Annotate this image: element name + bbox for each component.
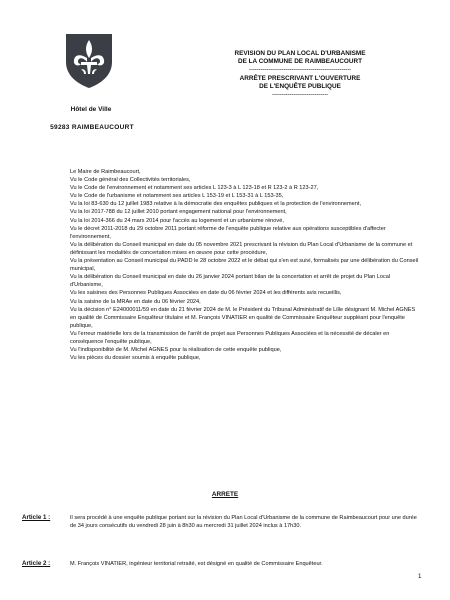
body-line: Vu l'erreur matérielle lors de la transmission de l'arrêt de projet aux Personnes Publiques Associées et la nécessité de décaler en conséquence l'enquête publique, — [70, 330, 390, 345]
article-2-text: M. François VINATIER, ingénieur territorial retraité, est désigné en qualité de Commissaire Enquêteur. — [70, 561, 323, 567]
body-line: Vu la présentation au Conseil municipal du PADD le 28 octobre 2022 et le débat qui s'en est suivi, formalisés par une délibération du Conseil municipal, — [70, 258, 419, 273]
town-address: 59283 RAIMBEAUCOURT — [50, 124, 134, 131]
body-line: Vu la saisine de la MRAe en date du 06 février 2024, — [70, 298, 201, 305]
body-line: Vu la délibération du Conseil municipal en date du 05 novembre 2021 prescrivant la révision du Plan Local d'Urbanisme de la commune et définissant les modalités de concertation mises en œuvre pour cette procédure, — [70, 241, 413, 256]
body-line: Vu la loi 83-630 du 12 juillet 1983 relative à la démocratie des enquêtes publiques et la protection de l'environnement, — [70, 201, 361, 208]
body-line: Vu le Code général des Collectivités territoriales, — [70, 177, 191, 184]
article-1-text: Il sera procédé à une enquête publique portant sur la révision du Plan Local d'Urbanisme de la commune de Raimbeaucourt pour une durée de 34 jours consécutifs du vendredi 28 juin à 8h30 au mercredi 31 juillet 2024 inclus à 17h30. — [70, 515, 417, 530]
body-line: Vu le Code de l'urbanisme et notamment ses articles L 153-19 et L 153-31 à L 153-35, — [70, 193, 284, 200]
document-title — [200, 50, 400, 99]
fleur-de-lis-shield-icon — [64, 32, 114, 90]
body-line: Le Maire de Raimbeaucourt, — [70, 169, 141, 175]
arrete-heading: ARRETE — [211, 491, 239, 498]
title-separator-1: ----------------------------------------------------- — [248, 66, 352, 74]
body-line: Vu la délibération du Conseil municipal en date du 26 janvier 2024 portant bilan de la concertation et arrêt de projet du Plan Local d'Urbanisme, — [70, 274, 391, 289]
body-line: Vu les saisines des Personnes Publiques Associées en date du 06 février 2024 et les différents avis recueillis, — [70, 290, 342, 297]
title-line-2: DE LA COMMUNE DE RAIMBEAUCOURT — [237, 58, 363, 66]
body-line: Vu la décision n° E24000011/59 en date du 21 février 2024 de M. le Président du Tribunal Administratif de Lille désignant M. Michel AGNES en qualité de Commissaire Enquêteur titulaire et M. François VINATIER en qualité de Commissaire Enquêteur suppléant pour l'enquête publique, — [70, 306, 416, 329]
article-2-label: Article 2 : — [22, 560, 51, 567]
body-line: Vu la loi 2014-366 du 24 mars 2014 pour l'accès au logement et un urbanisme rénové, — [70, 217, 284, 224]
article-1-label: Article 1 : — [22, 514, 51, 521]
page-number: 1 — [418, 573, 422, 580]
body-line: Vu l'indisponibilité de M. Michel AGNES pour la réalisation de cette enquête publique, — [70, 347, 282, 354]
title-line-3: ARRÊTE PRESCRIVANT L'OUVERTURE — [239, 74, 361, 82]
document-body — [70, 168, 420, 362]
title-line-4: DE L'ENQUÊTE PUBLIQUE — [259, 82, 341, 90]
body-line: Vu le Code de l'environnement et notamment ses articles L 123-3 à L 123-18 et R 123-2 à R 123-27, — [70, 185, 319, 192]
body-line: Vu la loi 2017-788 du 12 juillet 2010 portant engagement national pour l'environnement, — [70, 209, 287, 216]
title-separator-2: ----------------------------- — [272, 91, 328, 99]
body-line: Vu le décret 2011-2018 du 29 octobre 2011 portant réforme de l'enquête publique relative aux opérations susceptibles d'affecter l'environnement, — [70, 225, 386, 240]
hotel-de-ville-label: Hôtel de Ville — [70, 106, 112, 113]
title-line-1: REVISION DU PLAN LOCAL D'URBANISME — [234, 50, 366, 57]
body-line: Vu les pièces du dossier soumis à enquête publique, — [70, 355, 201, 362]
